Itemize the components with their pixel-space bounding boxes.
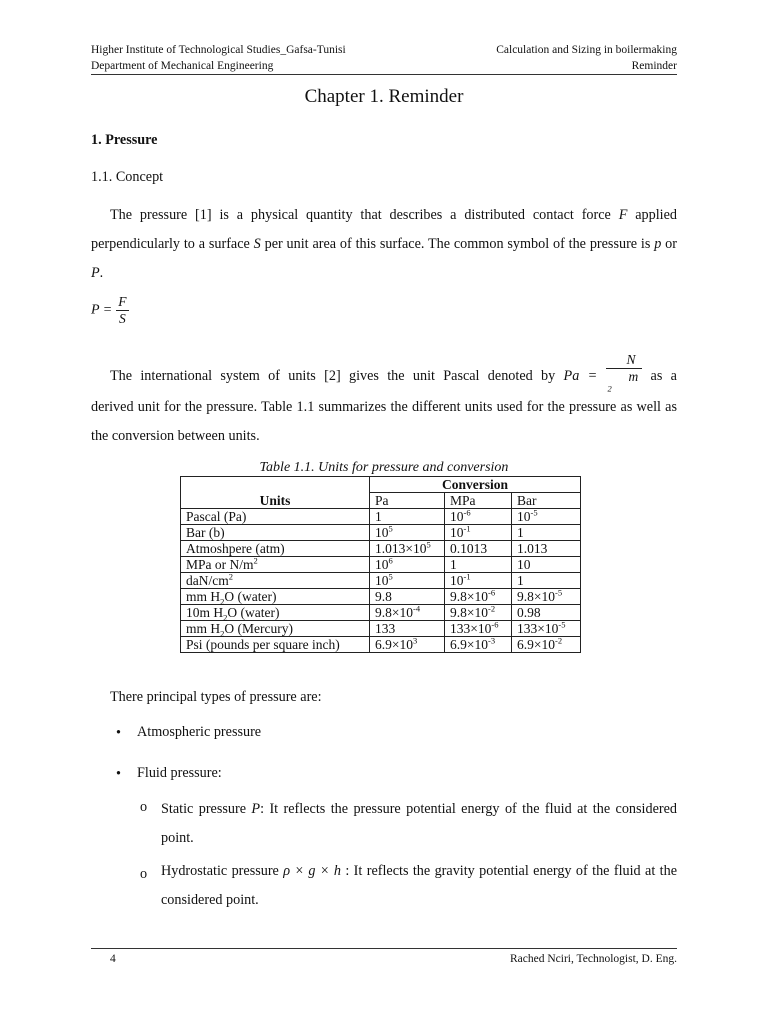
bar-cell: $10^{-5}$ xyxy=(512,509,581,525)
mpa-cell: $6.9\times 10^{-3}$ xyxy=(445,637,512,653)
bullet-glyph: • xyxy=(116,766,121,782)
header-rule xyxy=(91,74,677,75)
header-department: Department of Mechanical Engineering xyxy=(91,60,274,72)
table-row xyxy=(181,525,581,541)
table-row xyxy=(181,557,581,573)
table-row xyxy=(181,605,581,621)
mpa-cell: $133\times 10^{-6}$ xyxy=(445,621,512,637)
table-row xyxy=(181,589,581,605)
unit-name-cell: Pascal (Pa) xyxy=(181,509,370,525)
sub-bullet-hydrostatic: Hydrostatic pressure ρ × g × h : It reflects the gravity potential energy of the fluid at the considered point. xyxy=(161,863,677,908)
mpa-cell: $10^{-1}$ xyxy=(445,525,512,541)
sub-bullet-static: Static pressure P: It reflects the pressure potential energy of the fluid at the considered point. xyxy=(161,801,677,846)
types-intro: There principal types of pressure are: xyxy=(110,689,322,705)
table-row xyxy=(181,509,581,525)
units-header: Units xyxy=(181,493,370,509)
bar-cell: 1.013 xyxy=(512,541,581,557)
unit-name-cell: Psi (pounds per square inch) xyxy=(181,637,370,653)
pa-cell: $1.013\times 10^5$ xyxy=(370,541,445,557)
fraction-n-over-m2: N m $^2$ xyxy=(606,352,643,401)
unit-name-cell: mm $H_2O$ (Mercury) xyxy=(181,621,370,637)
table-row xyxy=(181,573,581,589)
page-number: 4 xyxy=(110,953,116,965)
bar-cell: 1 xyxy=(512,525,581,541)
table-caption: Table 1.1. Units for pressure and conversion xyxy=(259,460,509,475)
col-header-bar: Bar xyxy=(512,493,581,509)
mpa-cell: 1 xyxy=(445,557,512,573)
units-table xyxy=(180,476,581,653)
pa-cell: $10^5$ xyxy=(370,573,445,589)
mpa-cell: 0.1013 xyxy=(445,541,512,557)
bullet-atmospheric: Atmospheric pressure xyxy=(137,724,262,740)
bar-cell: 1 xyxy=(512,573,581,589)
footer-author: Rached Nciri, Technologist, D. Eng. xyxy=(510,953,677,965)
bar-cell: $133\times 10^{-5}$ xyxy=(512,621,581,637)
pa-cell: $6.9\times 10^3$ xyxy=(370,637,445,653)
table-row xyxy=(181,621,581,637)
bar-cell: $9.8\times 10^{-5}$ xyxy=(512,589,581,605)
header-course: Calculation and Sizing in boilermaking xyxy=(496,44,677,56)
formula-pressure: P = $\frac{F}{S}$ xyxy=(91,294,127,326)
mpa-cell: $10^{-1}$ xyxy=(445,573,512,589)
bar-cell: 0.98 xyxy=(512,605,581,621)
table-row xyxy=(181,637,581,653)
unit-name-cell: mm $H_2O$ (water) xyxy=(181,589,370,605)
header-chapter: Reminder xyxy=(631,60,677,72)
table-row xyxy=(181,541,581,557)
header-left xyxy=(91,42,346,74)
header-right xyxy=(496,42,677,74)
unit-name-cell: Atmoshpere (atm) xyxy=(181,541,370,557)
col-header-pa: Pa xyxy=(370,493,445,509)
table-corner-cell xyxy=(181,477,370,493)
pa-cell: 1 xyxy=(370,509,445,525)
conversion-header: Conversion xyxy=(370,477,581,493)
mpa-cell: $10^{-6}$ xyxy=(445,509,512,525)
pa-cell: $10^6$ xyxy=(370,557,445,573)
pa-cell: 9.8 xyxy=(370,589,445,605)
unit-name-cell: 10m $H_2O$ (water) xyxy=(181,605,370,621)
paragraph-pressure-definition: The pressure [1] is a physical quantity that describes a distributed contact force F applied perpendicularly to a surface S per unit area of this surface. The common symbol of the pressure is p or P. xyxy=(91,207,677,281)
paragraph-pascal-unit-continued: derived unit for the pressure. Table 1.1 summarizes the different units used for the pressure as well as the conversion between units. xyxy=(91,399,677,444)
footer-rule xyxy=(91,948,677,949)
section-title: 1. Pressure xyxy=(91,132,158,148)
col-header-mpa: MPa xyxy=(445,493,512,509)
sub-bullet-glyph: o xyxy=(140,866,148,882)
pa-cell: $10^5$ xyxy=(370,525,445,541)
mpa-cell: $9.8\times 10^{-6}$ xyxy=(445,589,512,605)
mpa-cell: $9.8\times 10^{-2}$ xyxy=(445,605,512,621)
bullet-fluid: Fluid pressure: xyxy=(137,765,222,781)
bar-cell: $6.9\times 10^{-2}$ xyxy=(512,637,581,653)
sub-bullet-glyph: o xyxy=(140,799,148,815)
units-table-wrapper xyxy=(180,476,581,653)
bullet-glyph: • xyxy=(116,725,121,741)
unit-name-cell: MPa or $N/m^2$ xyxy=(181,557,370,573)
pa-cell: $9.8\times 10^{-4}$ xyxy=(370,605,445,621)
bar-cell: 10 xyxy=(512,557,581,573)
chapter-title: Chapter 1. Reminder xyxy=(304,86,464,107)
header-institute: Higher Institute of Technological Studies_Gafsa-Tunisi xyxy=(91,44,346,56)
subsection-title: 1.1. Concept xyxy=(91,169,164,185)
fraction-f-over-s: $\frac{F}{S}$ xyxy=(118,294,127,326)
pa-cell: 133 xyxy=(370,621,445,637)
unit-name-cell: Bar (b) xyxy=(181,525,370,541)
paragraph-pascal-unit: The international system of units [2] gives the unit Pascal denoted by Pa = N m $^2$ as a xyxy=(91,352,677,401)
unit-name-cell: daN/$cm^2$ xyxy=(181,573,370,589)
